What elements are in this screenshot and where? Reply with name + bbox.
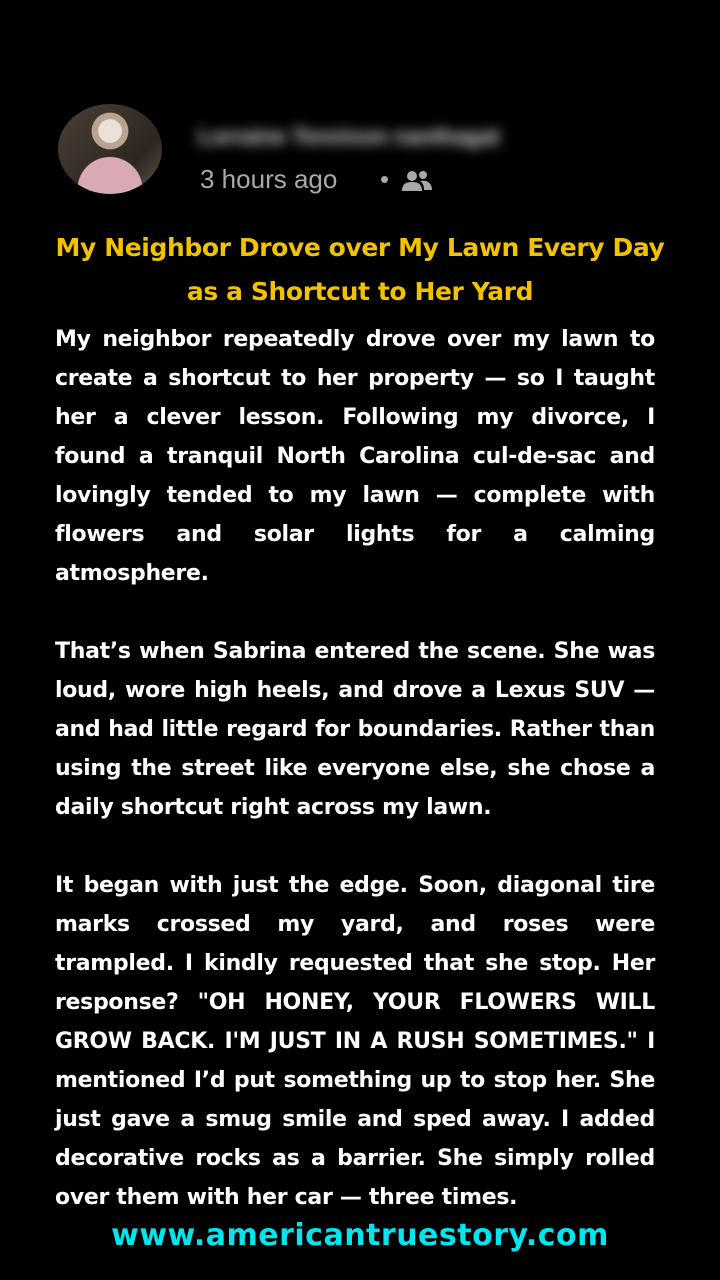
friends-icon xyxy=(400,170,434,192)
avatar[interactable] xyxy=(58,104,162,194)
paragraph: My neighbor repeatedly drove over my lawn to create a shortcut to her property — so I taught her a clever lesson. Following my divorce, I found a tranquil North Carolina cul-de-sac and lovingly tended to my lawn — complete with flowers and solar lights for a calming atmosphere. xyxy=(55,327,655,586)
article-title: My Neighbor Drove over My Lawn Every Day as a Shortcut to Her Yard xyxy=(55,233,665,306)
post-header xyxy=(58,104,662,196)
paragraph: That’s when Sabrina entered the scene. She was loud, wore high heels, and drove a Lexus SUV — and had little regard for boundaries. Rather than using the street like everyone else, she chose a daily shortcut right across my lawn. xyxy=(55,639,655,820)
paragraph: It began with just the edge. Soon, diagonal tire marks crossed my yard, and roses were trampled. I kindly requested that she stop. Her response? "OH HONEY, YOUR FLOWERS WILL GROW BACK. I'M JUST IN A RUSH SOMETIMES." I mentioned I’d put something up to stop her. She just gave a smug smile and sped away. I added decorative rocks as a barrier. She simply rolled over them with her car — three times. xyxy=(55,873,655,1210)
meta-separator: • xyxy=(380,164,390,194)
website-url: www.americantruestory.com xyxy=(111,1218,609,1253)
post-timestamp[interactable]: 3 hours ago xyxy=(200,164,338,194)
author-name[interactable]: Lorraine Tennison nanthagat xyxy=(198,124,500,149)
article-body xyxy=(55,320,655,1217)
